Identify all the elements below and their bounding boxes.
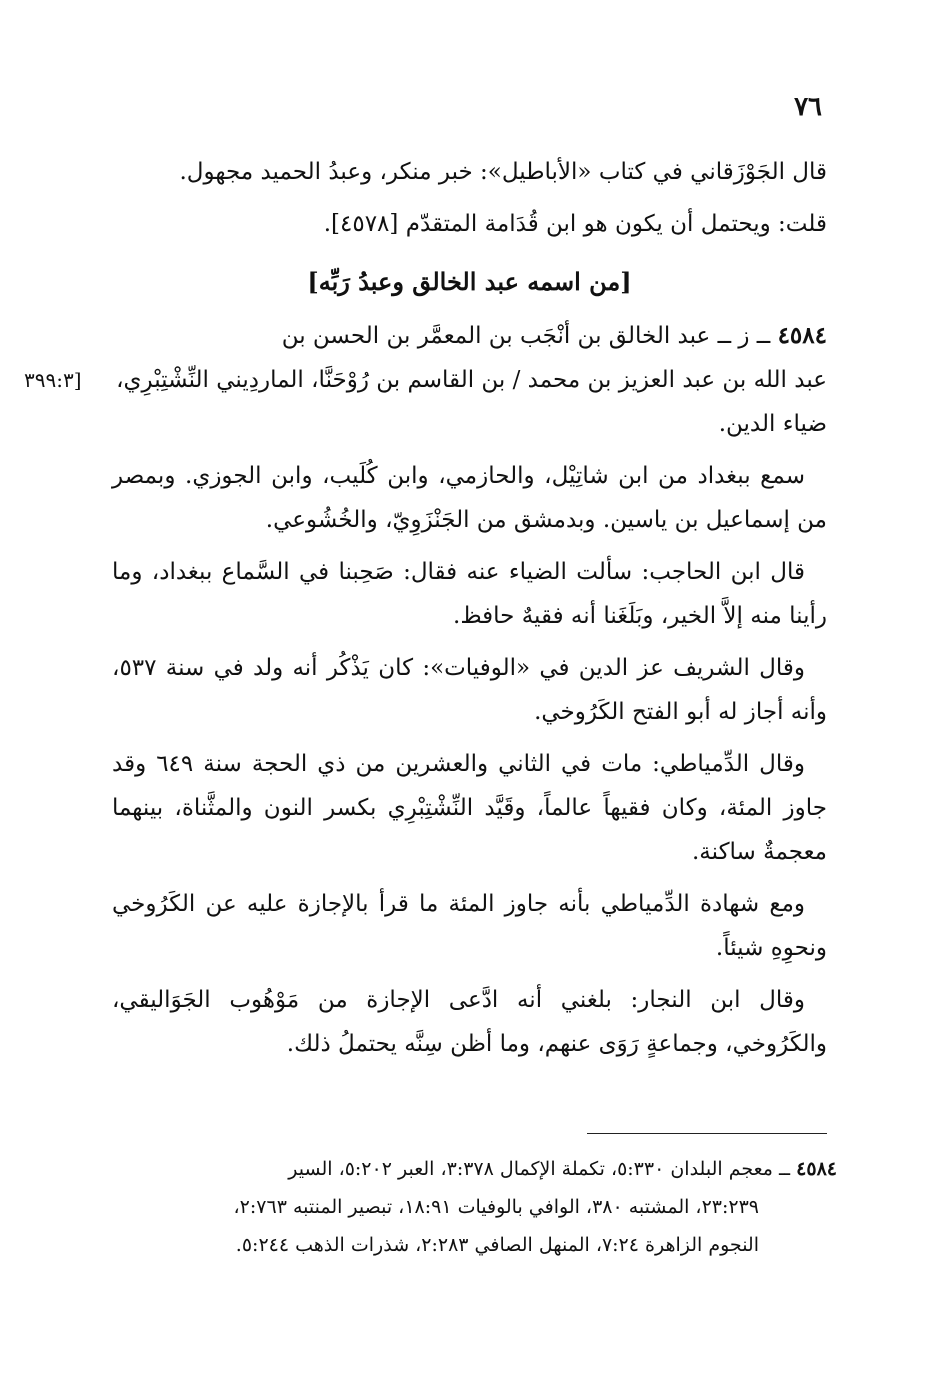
footnote-line-3: النجوم الزاهرة ٧:٢٤، المنهل الصافي ٢:٢٨٣، شذرات الذهب ٥:٢٤٤. xyxy=(235,1234,759,1256)
entry-block xyxy=(24,314,827,446)
entry-line-2: عبد الله بن عبد العزيز بن محمد / بن القاسم بن رُوْحَنَّا، الماردِيني النِّشْتِبْرِي، xyxy=(116,367,827,393)
main-text xyxy=(24,150,827,1074)
paragraph-sami: سمع ببغداد من ابن شاتِيْل، والحازمي، وابن كُلَيب، وابن الجوزي. وبمصر من إسماعيل بن ياسين. وبدمشق من الجَنْزَوِيّ، والخُشُوعي. xyxy=(112,463,827,533)
paragraph-qultu: قلت: ويحتمل أن يكون هو ابن قُدَامة المتقدّم [٤٥٧٨]. xyxy=(323,211,827,237)
entry-second-line xyxy=(24,358,827,402)
footnote-line-2: ٢٣:٢٣٩، المشتبه ٣٨٠، الوافي بالوفيات ١٨:٩١، تبصير المنتبه ٢:٧٦٣، xyxy=(233,1196,759,1218)
footnote-number: ٤٥٨٤ xyxy=(796,1158,837,1180)
entry-line-3: ضياء الدين. xyxy=(718,411,827,437)
entry-first-line xyxy=(112,314,827,358)
paragraph-shahada: ومع شهادة الدِّمياطي بأنه جاوز المئة ما قرأ بالإجازة عليه عن الكَرُوخي ونحوِهِ شيئاً. xyxy=(112,891,827,961)
footnotes xyxy=(102,1150,837,1264)
margin-reference: [٣٩٩:٣ xyxy=(24,368,82,392)
paragraph-sharif: وقال الشريف عز الدين في «الوفيات»: كان يَذْكُر أنه ولد في سنة ٥٣٧، وأنه أجاز له أبو الفتح الكَرُوخي. xyxy=(112,655,827,725)
section-heading: [من اسمه عبد الخالق وعبدُ رَبِّه] xyxy=(307,267,632,296)
paragraph-jawzaqani: قال الجَوْزَقاني في كتاب «الأباطيل»: خبر منكر، وعبدُ الحميد مجهول. xyxy=(179,159,827,185)
paragraph-ibn-hajib: قال ابن الحاجب: سألت الضياء عنه فقال: صَحِبنا في السَّماع ببغداد، وما رأينا منه إلاَّ الخير، وبَلَغَنا أنه فقيهٌ حافظ. xyxy=(112,559,827,629)
paragraph-dimyati: وقال الدِّمياطي: مات في الثاني والعشرين من ذي الحجة سنة ٦٤٩ وقد جاوز المئة، وكان فقيهاً عالماً، وقَيَّد النِّشْتِبْرِي بكسر النون والمثَّناة، بينهما معجمةٌ ساكنة. xyxy=(112,751,827,865)
footnote-text-1: ــ معجم البلدان ٥:٣٣٠، تكملة الإكمال ٣:٣٧٨، العبر ٥:٢٠٢، السير xyxy=(288,1158,791,1180)
page-number: ٧٦ xyxy=(794,92,822,122)
entry-number: ٤٥٨٤ xyxy=(777,322,827,349)
footnote-line-1 xyxy=(102,1150,837,1188)
footnote-separator xyxy=(587,1133,827,1134)
paragraph-ibn-najjar: وقال ابن النجار: بلغني أنه ادَّعى الإجازة من مَوْهُوب الجَوَاليقي، والكَرُوخي، وجماعةٍ رَوَى عنهم، وما أظن سِنَّه يحتملُ ذلك. xyxy=(112,987,827,1057)
entry-line-1: ــ ز ــ عبد الخالق بن أنْجَب بن المعمَّر بن الحسن بن xyxy=(281,323,771,349)
